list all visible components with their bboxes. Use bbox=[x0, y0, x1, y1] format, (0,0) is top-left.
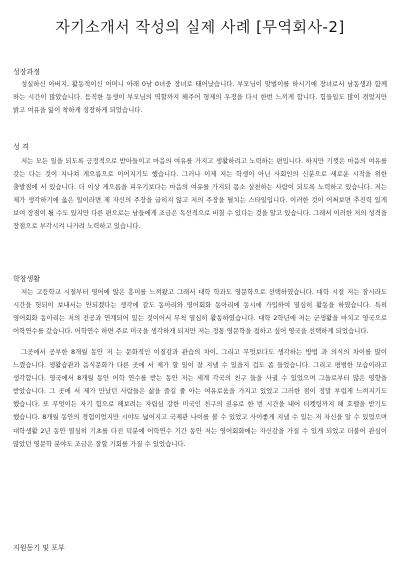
paragraph-school-life-2: 그곳에서 공부한 8개월 동안 저 는 문화적인 이질감과 관습의 차이, 그리고 무엇보다도 생각하는 방법 과 의식의 차이를 많이 느꼈습니다. 생활습관과 음식문화가 다른 곳에 서 제가 할 일이 잘 지낼 수 있을지 겁도 좀 들었습니다. 그리고 평범한 모습이라고 생각합니다. 영국에서 8개월 동안 어학 연수를 받는 동안 저는 세계 각국의 친구 들을 사귈 수 있었으며 그들로부터 많은 영향을 받았습니다. 그 곳에 서 제가 만났던 사람들은 삶을 즐길 줄 아는 여유로움을 가지고 있었고 그러한 점이 정말 부럽게 느껴지기도 했습니다. 또 무엇이든 자기 힘으로 해보려는 자립심 강한 미국인 친구의 권유로 한 번 시간을 내어 티켓팅까지 해 호텔을 받기도 했습니다. 8개월 동안의 경험이었지만 시야도 넓어지고 국제관 나이를 볼 수 있었고 사이좋게 지낼 수 있는 저 자신을 알 수 있었으며 대학생활 2년 동안 열심히 기초를 다진 덕분에 어학연수 기간 동안 저는 영어회화에는 자신감을 가질 수 있게 되었고 더불어 관심이 많았던 영문학 분야도 조금은 잘할 기회를 가질 수 있었습니다. bbox=[13, 348, 387, 448]
paragraph-personality: 저는 모든 일을 되도록 긍정적으로 받아들이고 마음의 여유를 가지고 생활하려고 노력하는 편입니다. 하지만 기껏은 마음의 여유를 갖는 다는 것이 지나쳐 게으름으로 이어지기도 했습니다. 그러나 이제 저는 학생이 아닌 사회인의 신분으로 새로운 시작을 위한 출발점에 서 있습니다. 더 이상 게으름을 피우기보다는 마음의 여유를 가지되 몸소 실천하는 사람이 되도록 노력하고 있습니다. 저는 제가 생각하기에 옳은 일이라면 제 자신의 주장을 굽히지 않고 저의 주장을 펼치는 스타일입니다. 이러한 것이 어쩌보면 추진력 있게 보여 장점이 될 수도 있지만 다른 편으로는 남들에게 조금은 독선적으로 비칠 수 있다는 것을 알고 있습니다. 그래서 이러한 저의 성격을 장점으로 부각시켜 나가려 노력하고 있습니다. bbox=[13, 157, 387, 231]
section-heading-school-life: 학창생활 bbox=[13, 275, 41, 283]
section-heading-growth: 성장과정 bbox=[13, 68, 41, 76]
section-heading-motivation: 지원동기 및 포부 bbox=[13, 544, 65, 552]
section-heading-personality: 성 격 bbox=[13, 143, 29, 151]
paragraph-school-life-1: 저는 고등학교 시절부터 영어에 많은 흥미를 느껴왔고 그래서 대학 학과도 영문학으로 선택하였습니다. 대학 시절 저는 잠시라도 시간을 헛되이 보내서는 안되겠다는 생각에 같도 동아리와 영어회화 동아리에 동시에 가입하여 열심히 활동을 하였습니다. 특히 영어회화 동아리는 저의 전공과 연계되어 있는 것이어서 무척 열심히 활동하였습니다. 대학 2학년에 저는 군생활을 마치고 영국으로 어학연수를 갔습니다. 어학연수 하면 주로 미국을 생각하게 되지만 저는 정통 영문학을 접하고 싶어 영국을 선택하게 되었습니다. bbox=[13, 288, 387, 336]
paragraph-growth: 성실하신 아버지, 활동적이신 어머니 아래 0남 0녀중 장녀로 태어났습니다. 부모님이 맞벌이를 하시기에 장녀로서 남동생과 함께 하는 시간이 많았습니다. 듬직한 동생이 부모님의 역할까지 해주어 형제의 우정을 다시 한번 느끼게 합니다. 힘들일도 많이 겪었지만 밝고 여유을 잃이 착하게 성장하게 되었습니다. bbox=[13, 80, 387, 115]
page-title: 자기소개서 작성의 실제 사례 [무역회사-2] bbox=[55, 18, 345, 36]
